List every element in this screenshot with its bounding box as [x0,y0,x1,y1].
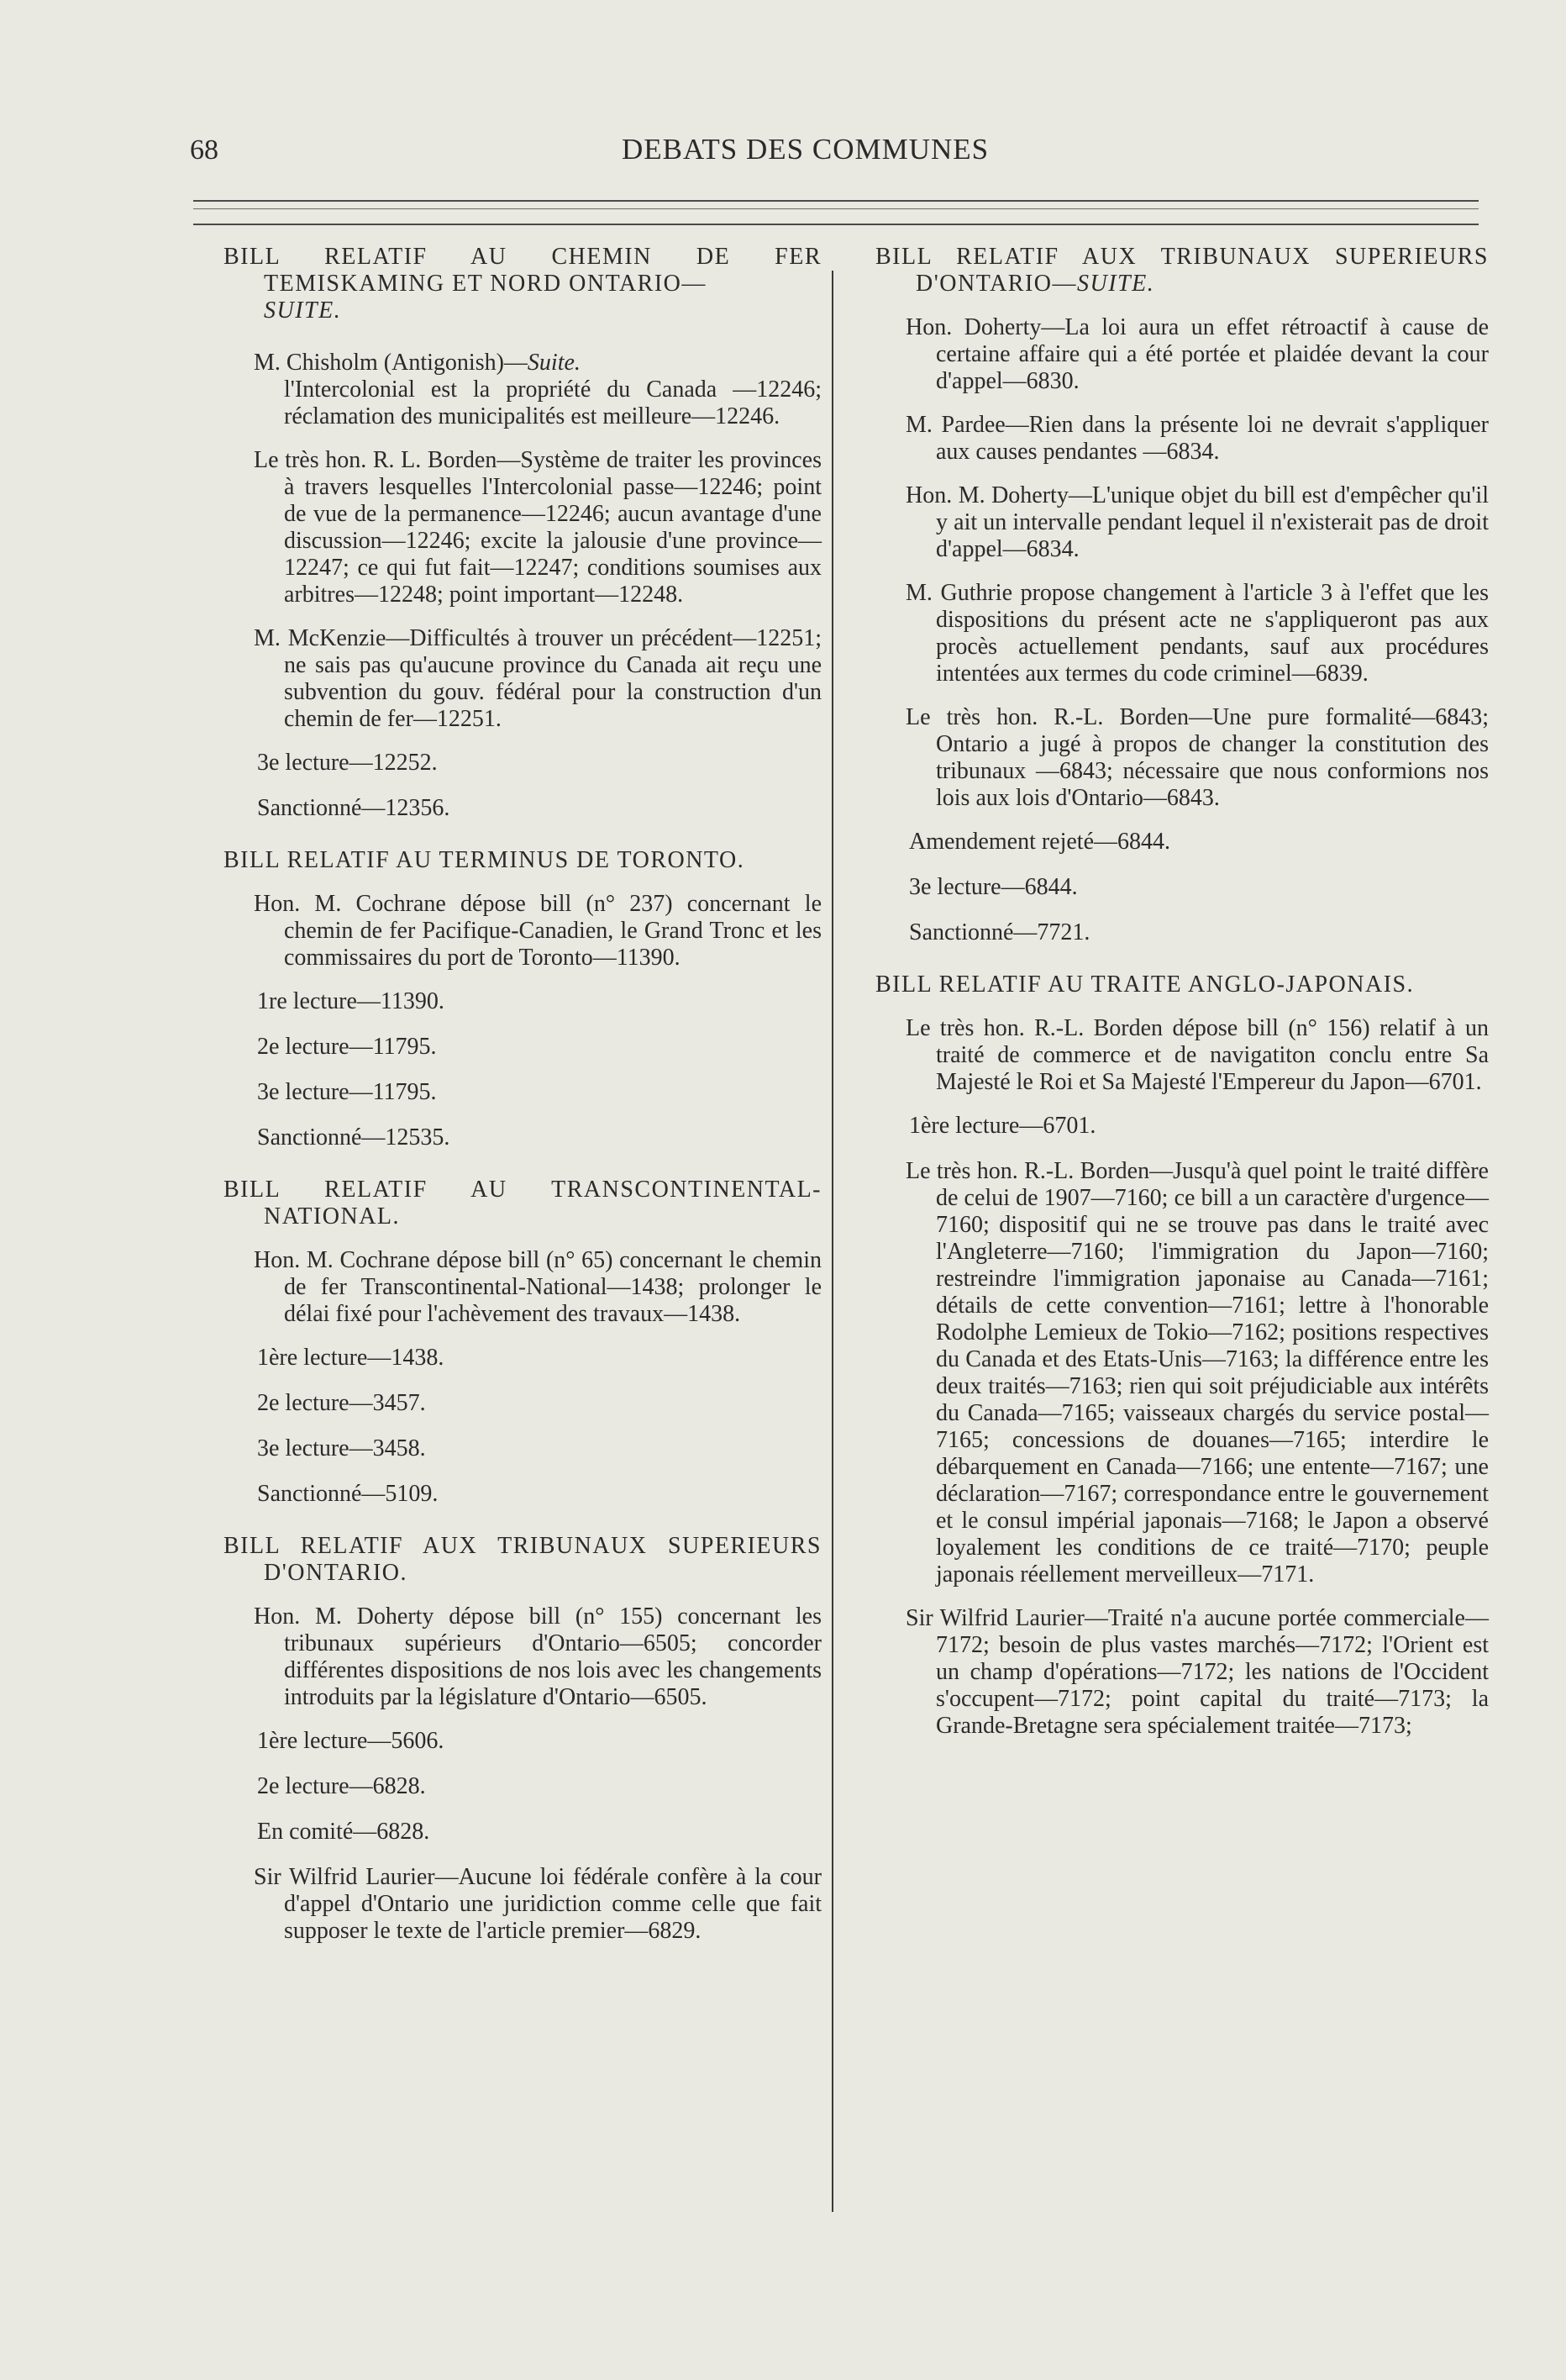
index-entry: Hon. M. Cochrane dépose bill (n° 65) concernant le chemin de fer Transcontinental-National—1438; prolonger le délai fixé pour l'achèvement des travaux—1438. [254,1247,822,1327]
reading-entry: 3e lecture—3458. [257,1435,426,1461]
heading-text: BILL RELATIF AU CHEMIN DE FER TEMISKAMING ET NORD ONTARIO— [223,244,822,297]
index-entry [223,350,822,430]
page-number: 68 [190,134,218,166]
entry-text: l'Intercolonial est la propriété du Canada —12246; réclamation des municipalités est meilleure—12246. [284,376,822,429]
column-divider [832,271,833,2212]
reading-entry: 1ère lecture—1438. [257,1345,444,1371]
section-heading: BILL RELATIF AU TRAITE ANGLO-JAPONAIS. [875,971,1415,998]
left-column [223,244,822,1961]
index-entry: Le très hon. R. L. Borden—Système de traiter les provinces à travers lesquelles l'Intercolonial passe—12246; point de vue de la permanence—12246; aucun avantage d'une discussion—12246; excite la jalousie d'une province—12247; ce qui fut fait—12247; conditions soumises aux arbitres—12248; point important—12248. [254,447,822,608]
reading-entry: 3e lecture—12252. [257,750,438,776]
section-heading [223,244,822,324]
index-entry: Le très hon. R.-L. Borden—Une pure formalité—6843; Ontario a jugé à propos de changer la constitution des tribunaux —6843; nécessaire que nous conformions nos lois aux lois d'Ontario—6843. [906,704,1489,811]
heading-suite: SUITE. [264,298,342,324]
section-heading [875,244,1489,298]
index-entry: M. Pardee—Rien dans la présente loi ne devrait s'appliquer aux causes pendantes —6834. [906,412,1489,465]
index-entry: Hon. Doherty—La loi aura un effet rétroactif à cause de certaine affaire qui a été portée et plaidée devant la cour d'appel—6830. [906,314,1489,394]
reading-entry: 2e lecture—6828. [257,1773,426,1799]
index-entry: Sir Wilfrid Laurier—Traité n'a aucune portée commerciale—7172; besoin de plus vastes marchés—7172; l'Orient est un champ d'opérations—7172; les nations de l'Occident s'occupent—7172; point capital du traité—7173; la Grande-Bretagne sera spécialement traitée—7173; [906,1605,1489,1739]
sanction-entry: Sanctionné—12535. [257,1124,450,1151]
section-heading: BILL RELATIF AU TRANSCONTINENTAL-NATIONAL. [223,1177,822,1229]
header-rule-lower [193,224,1479,225]
index-entry: Hon. M. Doherty dépose bill (n° 155) concernant les tribunaux supérieurs d'Ontario—6505; concorder différentes dispositions de nos lois avec les changements introduits par la législature d'Ontario—6505. [254,1603,822,1710]
reading-entry: 2e lecture—11795. [257,1034,437,1060]
heading-suite: SUITE. [1077,271,1155,297]
speaker-name: M. Chisholm (Antigonish)— [254,350,528,376]
right-column [875,244,1489,1756]
reading-entry: 1ère lecture—5606. [257,1728,444,1754]
heading-text: BILL RELATIF AUX TRIBUNAUX SUPERIEURS D'ONTARIO— [875,244,1489,297]
index-entry: Le très hon. R.-L. Borden—Jusqu'à quel point le traité diffère de celui de 1907—7160; ce bill a un caractère d'urgence—7160; dispositif qui ne se trouve pas dans le traité avec l'Angleterre—7160; l'immigration du Japon—7160; restreindre l'immigration japonaise au Canada—7161; détails de cette convention—7161; lettre à l'honorable Rodolphe Lemieux de Tokio—7162; positions respectives du Canada et des Etats-Unis—7163; la différence entre les deux traités—7163; rien qui soit préjudiciable aux intérêts du Canada—7165; vaisseaux chargés du service postal—7165; concessions de douanes—7165; interdire le débarquement en Canada—7166; une entente—7167; une déclaration—7167; correspondance entre le gouvernement et le consul impérial japonais—7168; le Japon a observé loyalement les conditions de ce traité—7170; peuple japonais réellement merveilleux—7171. [906,1158,1489,1588]
index-entry: Hon. M. Cochrane dépose bill (n° 237) concernant le chemin de fer Pacifique-Canadien, le Grand Tronc et les commissaires du port de Toronto—11390. [254,891,822,971]
index-entry: M. McKenzie—Difficultés à trouver un précédent—12251; ne sais pas qu'aucune province du Canada ait reçu une subvention du gouv. fédéral pour la construction d'un chemin de fer—12251. [254,625,822,732]
header-rule-thin [193,208,1479,209]
sanction-entry: Sanctionné—12356. [257,795,450,821]
index-entry: Le très hon. R.-L. Borden dépose bill (n° 156) relatif à un traité de commerce et de navigatiton conclu entre Sa Majesté le Roi et Sa Majesté l'Empereur du Japon—6701. [906,1015,1489,1095]
amendment-entry: Amendement rejeté—6844. [909,829,1171,855]
index-entry: Hon. M. Doherty—L'unique objet du bill est d'empêcher qu'il y ait un intervalle pendant lequel il n'existerait pas de droit d'appel—6834. [906,482,1489,562]
sanction-entry: Sanctionné—5109. [257,1481,439,1507]
header-rule [193,200,1479,202]
index-entry: Sir Wilfrid Laurier—Aucune loi fédérale confère à la cour d'appel d'Ontario une juridiction comme celle que fait supposer le texte de l'article premier—6829. [254,1864,822,1944]
running-title: DEBATS DES COMMUNES [622,133,990,166]
reading-entry: 1ère lecture—6701. [909,1113,1096,1139]
committee-entry: En comité—6828. [257,1819,430,1845]
sanction-entry: Sanctionné—7721. [909,919,1090,945]
reading-entry: 2e lecture—3457. [257,1390,426,1416]
reading-entry: 3e lecture—11795. [257,1079,437,1105]
reading-entry: 1re lecture—11390. [257,988,444,1014]
entry-suite: Suite. [527,350,581,376]
section-heading: BILL RELATIF AUX TRIBUNAUX SUPERIEURS D'ONTARIO. [223,1533,822,1586]
reading-entry: 3e lecture—6844. [909,874,1078,900]
index-entry: M. Guthrie propose changement à l'article 3 à l'effet que les dispositions du présent acte ne s'appliqueront pas aux procès actuellement pendants, sauf aux procédures intentées aux termes du code criminel—6839. [906,580,1489,687]
section-heading: BILL RELATIF AU TERMINUS DE TORONTO. [223,847,745,873]
